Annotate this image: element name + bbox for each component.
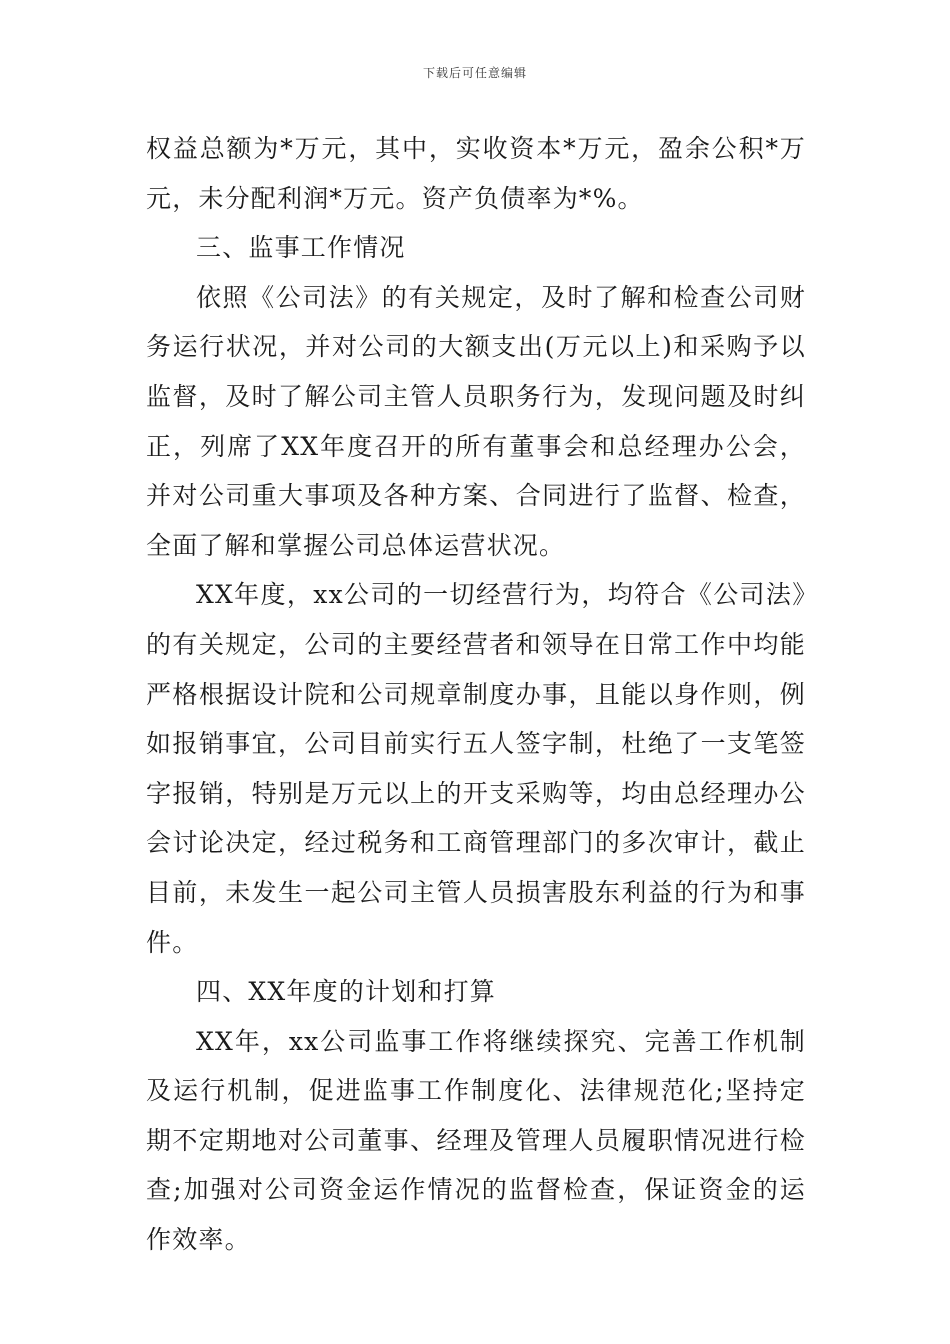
- section-heading-supervision: 三、监事工作情况: [196, 233, 406, 263]
- paragraph-equity-summary: 权益总额为*万元，其中，实收资本*万元，盈余公积*万元，未分配利润*万元。资产负债率为*%。: [146, 134, 806, 213]
- paragraph-compliance: XX年度，xx公司的一切经营行为，均符合《公司法》的有关规定，公司的主要经营者和领导在日常工作中均能严格根据设计院和公司规章制度办事，且能以身作则，例如报销事宜，公司目前实行五人签字制，杜绝了一支笔签字报销，特别是万元以上的开支采购等，均由总经理办公会讨论决定，经过税务和工商管理部门的多次审计，截止目前，未发生一起公司主管人员损害股东利益的行为和事件。: [146, 580, 806, 957]
- paragraph-supervision-work: 依照《公司法》的有关规定，及时了解和检查公司财务运行状况，并对公司的大额支出(万元以上)和采购予以监督，及时了解公司主管人员职务行为，发现问题及时纠正，列席了XX年度召开的所有董事会和总经理办公会，并对公司重大事项及各种方案、合同进行了监督、检查，全面了解和掌握公司总体运营状况。: [146, 282, 806, 560]
- page-header-note: 下载后可任意编辑: [422, 66, 527, 80]
- paragraph-plan: XX年，xx公司监事工作将继续探究、完善工作机制及运行机制，促进监事工作制度化、法律规范化;坚持定期不定期地对公司董事、经理及管理人员履职情况进行检查;加强对公司资金运作情况的监督检查，保证资金的运作效率。: [146, 1026, 806, 1255]
- section-heading-plan: 四、XX年度的计划和打算: [196, 977, 496, 1007]
- document-body: [146, 124, 806, 1265]
